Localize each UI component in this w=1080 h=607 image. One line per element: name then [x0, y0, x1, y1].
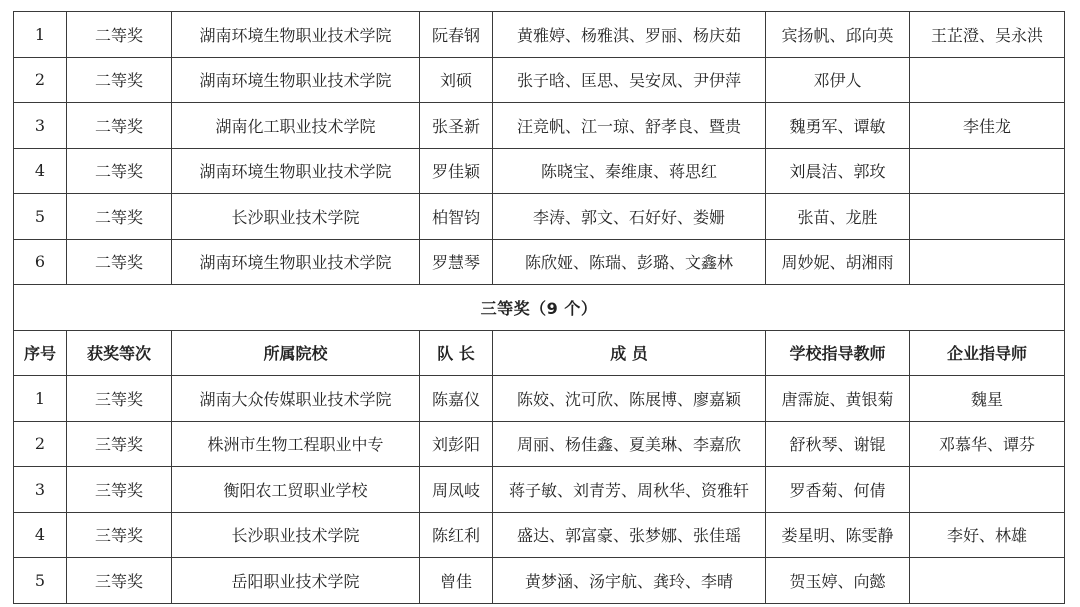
school-name: 湖南环境生物职业技术学院: [172, 57, 420, 103]
table-row: [14, 148, 1065, 194]
school-teachers: 罗香菊、何倩: [766, 467, 910, 513]
team-members: 黄雅婷、杨雅淇、罗丽、杨庆茹: [493, 12, 766, 58]
school-name: 衡阳农工贸职业学校: [172, 467, 420, 513]
team-captain: 陈红利: [420, 512, 493, 558]
team-members: 陈姣、沈可欣、陈展博、廖嘉颖: [493, 376, 766, 422]
table-row: [14, 194, 1065, 240]
enterprise-teachers: 李好、林雄: [910, 512, 1065, 558]
school-teachers: 邓伊人: [766, 57, 910, 103]
section-title-row: [14, 285, 1065, 331]
enterprise-teachers: [910, 194, 1065, 240]
row-number: 2: [14, 421, 67, 467]
school-teachers: 贺玉婷、向懿: [766, 558, 910, 604]
section-title: 三等奖（9 个）: [14, 285, 1065, 331]
header-no: 序号: [14, 330, 67, 376]
table-row: [14, 57, 1065, 103]
team-members: 汪竞帆、江一琼、舒孝良、暨贵: [493, 103, 766, 149]
award-level: 三等奖: [67, 467, 172, 513]
school-teachers: 魏勇军、谭敏: [766, 103, 910, 149]
enterprise-teachers: [910, 239, 1065, 285]
team-members: 黄梦涵、汤宇航、龚玲、李晴: [493, 558, 766, 604]
team-members: 陈晓宝、秦维康、蒋思红: [493, 148, 766, 194]
team-captain: 阮春钢: [420, 12, 493, 58]
row-number: 5: [14, 558, 67, 604]
row-number: 6: [14, 239, 67, 285]
school-name: 长沙职业技术学院: [172, 512, 420, 558]
team-captain: 刘硕: [420, 57, 493, 103]
team-members: 陈欣娅、陈瑞、彭璐、文鑫林: [493, 239, 766, 285]
school-name: 湖南环境生物职业技术学院: [172, 148, 420, 194]
school-name: 株洲市生物工程职业中专: [172, 421, 420, 467]
table-row: [14, 467, 1065, 513]
school-name: 湖南环境生物职业技术学院: [172, 12, 420, 58]
team-captain: 罗佳颖: [420, 148, 493, 194]
award-level: 二等奖: [67, 57, 172, 103]
school-teachers: 周妙妮、胡湘雨: [766, 239, 910, 285]
school-name: 湖南化工职业技术学院: [172, 103, 420, 149]
row-number: 1: [14, 12, 67, 58]
table-row: [14, 12, 1065, 58]
team-members: 张子晗、匡思、吴安凤、尹伊萍: [493, 57, 766, 103]
table-row: [14, 558, 1065, 604]
award-level: 二等奖: [67, 103, 172, 149]
award-level: 三等奖: [67, 421, 172, 467]
team-captain: 刘彭阳: [420, 421, 493, 467]
enterprise-teachers: 李佳龙: [910, 103, 1065, 149]
school-name: 长沙职业技术学院: [172, 194, 420, 240]
team-members: 周丽、杨佳鑫、夏美琳、李嘉欣: [493, 421, 766, 467]
team-members: 盛达、郭富豪、张梦娜、张佳瑶: [493, 512, 766, 558]
enterprise-teachers: 王芷澄、吴永洪: [910, 12, 1065, 58]
header-level: 获奖等次: [67, 330, 172, 376]
row-number: 2: [14, 57, 67, 103]
header-row: [14, 330, 1065, 376]
team-members: 李涛、郭文、石好好、娄姗: [493, 194, 766, 240]
school-teachers: 宾扬帆、邱向英: [766, 12, 910, 58]
header-school-teachers: 学校指导教师: [766, 330, 910, 376]
team-captain: 曾佳: [420, 558, 493, 604]
award-level: 二等奖: [67, 148, 172, 194]
enterprise-teachers: [910, 558, 1065, 604]
team-captain: 罗慧琴: [420, 239, 493, 285]
row-number: 3: [14, 467, 67, 513]
enterprise-teachers: [910, 467, 1065, 513]
award-level: 三等奖: [67, 558, 172, 604]
team-members: 蒋子敏、刘青芳、周秋华、资雅轩: [493, 467, 766, 513]
award-level: 二等奖: [67, 12, 172, 58]
awards-table: [13, 11, 1065, 604]
header-school: 所属院校: [172, 330, 420, 376]
table-row: [14, 512, 1065, 558]
school-teachers: 张苗、龙胜: [766, 194, 910, 240]
table-row: [14, 421, 1065, 467]
award-level: 二等奖: [67, 239, 172, 285]
school-teachers: 刘晨洁、郭玫: [766, 148, 910, 194]
row-number: 1: [14, 376, 67, 422]
enterprise-teachers: [910, 148, 1065, 194]
school-teachers: 娄星明、陈雯静: [766, 512, 910, 558]
header-captain: 队 长: [420, 330, 493, 376]
row-number: 4: [14, 512, 67, 558]
enterprise-teachers: 邓慕华、谭芬: [910, 421, 1065, 467]
team-captain: 陈嘉仪: [420, 376, 493, 422]
team-captain: 柏智钧: [420, 194, 493, 240]
school-name: 岳阳职业技术学院: [172, 558, 420, 604]
award-level: 二等奖: [67, 194, 172, 240]
row-number: 4: [14, 148, 67, 194]
team-captain: 张圣新: [420, 103, 493, 149]
enterprise-teachers: 魏星: [910, 376, 1065, 422]
second-prize-body: [14, 12, 1065, 604]
award-level: 三等奖: [67, 376, 172, 422]
header-members: 成 员: [493, 330, 766, 376]
award-level: 三等奖: [67, 512, 172, 558]
team-captain: 周凤岐: [420, 467, 493, 513]
table-row: [14, 239, 1065, 285]
row-number: 3: [14, 103, 67, 149]
school-name: 湖南环境生物职业技术学院: [172, 239, 420, 285]
school-name: 湖南大众传媒职业技术学院: [172, 376, 420, 422]
row-number: 5: [14, 194, 67, 240]
header-enterprise-teachers: 企业指导师: [910, 330, 1065, 376]
table-row: [14, 376, 1065, 422]
school-teachers: 舒秋琴、谢锟: [766, 421, 910, 467]
school-teachers: 唐霈旋、黄银菊: [766, 376, 910, 422]
enterprise-teachers: [910, 57, 1065, 103]
table-row: [14, 103, 1065, 149]
